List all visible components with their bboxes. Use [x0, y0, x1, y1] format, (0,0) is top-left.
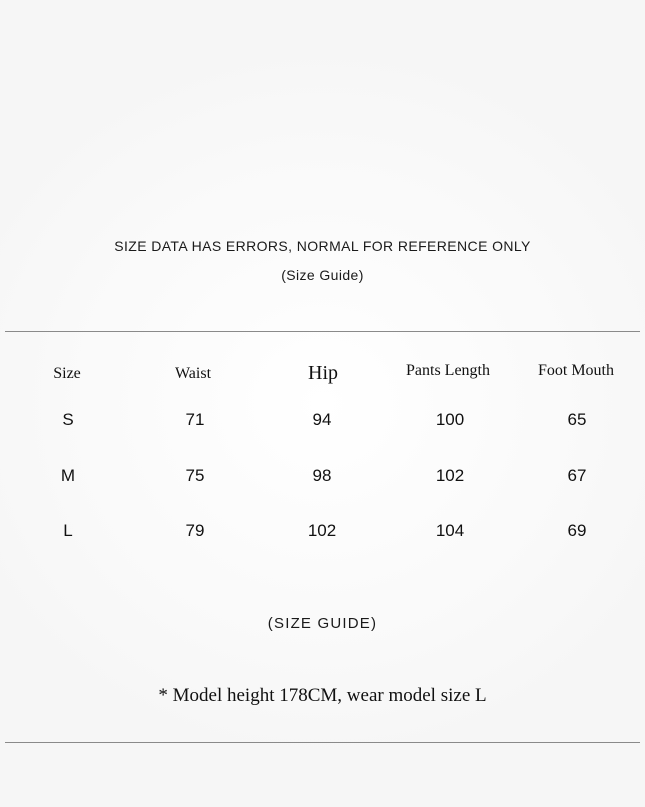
size-guide-label: (SIZE GUIDE)	[267, 615, 378, 632]
cell-foot-mouth: 69	[567, 521, 587, 540]
cell-pants-length: 104	[435, 521, 465, 540]
size-disclaimer: SIZE DATA HAS ERRORS, NORMAL FOR REFERENCE ONLY	[114, 238, 531, 254]
cell-waist: 79	[185, 521, 205, 540]
top-divider	[5, 331, 640, 332]
cell-hip: 98	[312, 466, 332, 485]
cell-size: L	[63, 521, 73, 540]
cell-pants-length: 100	[435, 410, 465, 429]
bottom-divider	[5, 742, 640, 743]
header-pants-length: Pants Length	[406, 362, 490, 379]
cell-foot-mouth: 67	[567, 466, 587, 485]
cell-hip: 102	[307, 521, 337, 540]
cell-foot-mouth: 65	[567, 410, 587, 429]
header-foot-mouth: Foot Mouth	[537, 362, 614, 379]
header-hip: Hip	[308, 362, 338, 384]
model-note: * Model height 178CM, wear model size L	[158, 685, 487, 706]
size-guide-subtitle: (Size Guide)	[281, 267, 364, 283]
cell-size: M	[60, 466, 76, 485]
cell-pants-length: 102	[435, 466, 465, 485]
cell-hip: 94	[312, 410, 332, 429]
cell-waist: 71	[185, 410, 205, 429]
cell-waist: 75	[185, 466, 205, 485]
header-size: Size	[53, 365, 81, 382]
cell-size: S	[62, 410, 74, 429]
header-waist: Waist	[174, 365, 212, 382]
